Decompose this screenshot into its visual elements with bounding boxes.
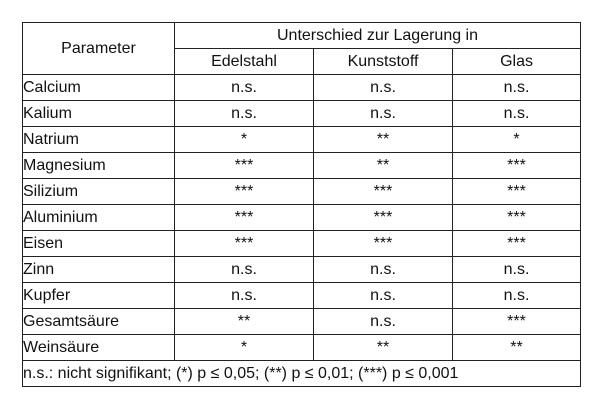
parameter-column-header: Parameter <box>23 23 175 75</box>
value-cell: *** <box>175 231 314 257</box>
value-cell: ** <box>314 127 453 153</box>
value-cell: *** <box>314 205 453 231</box>
value-cell: ** <box>314 335 453 361</box>
significance-table <box>22 22 581 387</box>
parameter-cell: Zinn <box>23 257 175 283</box>
value-cell: *** <box>314 179 453 205</box>
value-cell: n.s. <box>175 101 314 127</box>
parameter-cell: Aluminium <box>23 205 175 231</box>
table-row <box>23 205 581 231</box>
table-row <box>23 335 581 361</box>
storage-group-header: Unterschied zur Lagerung in <box>175 23 581 49</box>
value-cell: ** <box>453 335 581 361</box>
value-cell: n.s. <box>314 257 453 283</box>
value-cell: n.s. <box>453 101 581 127</box>
value-cell: n.s. <box>175 75 314 101</box>
table-row <box>23 75 581 101</box>
table-footer <box>23 361 581 387</box>
parameter-cell: Eisen <box>23 231 175 257</box>
parameter-cell: Kupfer <box>23 283 175 309</box>
table-row <box>23 309 581 335</box>
value-cell: n.s. <box>314 75 453 101</box>
table-row <box>23 127 581 153</box>
column-header-kunststoff: Kunststoff <box>314 49 453 75</box>
parameter-cell: Kalium <box>23 101 175 127</box>
parameter-cell: Magnesium <box>23 153 175 179</box>
value-cell: *** <box>453 179 581 205</box>
table-row <box>23 153 581 179</box>
parameter-cell: Weinsäure <box>23 335 175 361</box>
value-cell: *** <box>453 153 581 179</box>
table-body <box>23 75 581 361</box>
table-row <box>23 101 581 127</box>
table-row <box>23 231 581 257</box>
parameter-cell: Natrium <box>23 127 175 153</box>
value-cell: n.s. <box>453 257 581 283</box>
column-header-edelstahl: Edelstahl <box>175 49 314 75</box>
table-row <box>23 257 581 283</box>
table-row <box>23 179 581 205</box>
significance-footnote: n.s.: nicht signifikant; (*) p ≤ 0,05; (**) p ≤ 0,01; (***) p ≤ 0,001 <box>23 361 581 387</box>
value-cell: n.s. <box>453 75 581 101</box>
value-cell: *** <box>175 153 314 179</box>
column-header-glas: Glas <box>453 49 581 75</box>
value-cell: n.s. <box>314 101 453 127</box>
value-cell: n.s. <box>453 283 581 309</box>
value-cell: *** <box>453 309 581 335</box>
value-cell: n.s. <box>314 309 453 335</box>
value-cell: *** <box>314 231 453 257</box>
value-cell: *** <box>175 205 314 231</box>
value-cell: n.s. <box>314 283 453 309</box>
value-cell: *** <box>453 205 581 231</box>
value-cell: * <box>175 127 314 153</box>
value-cell: * <box>175 335 314 361</box>
table-row <box>23 283 581 309</box>
value-cell: *** <box>453 231 581 257</box>
header-row-group <box>23 23 581 49</box>
table-header <box>23 23 581 75</box>
value-cell: ** <box>175 309 314 335</box>
parameter-cell: Gesamtsäure <box>23 309 175 335</box>
value-cell: ** <box>314 153 453 179</box>
significance-table-container <box>22 22 580 387</box>
parameter-cell: Calcium <box>23 75 175 101</box>
footnote-row <box>23 361 581 387</box>
parameter-cell: Silizium <box>23 179 175 205</box>
value-cell: * <box>453 127 581 153</box>
value-cell: n.s. <box>175 257 314 283</box>
value-cell: *** <box>175 179 314 205</box>
value-cell: n.s. <box>175 283 314 309</box>
